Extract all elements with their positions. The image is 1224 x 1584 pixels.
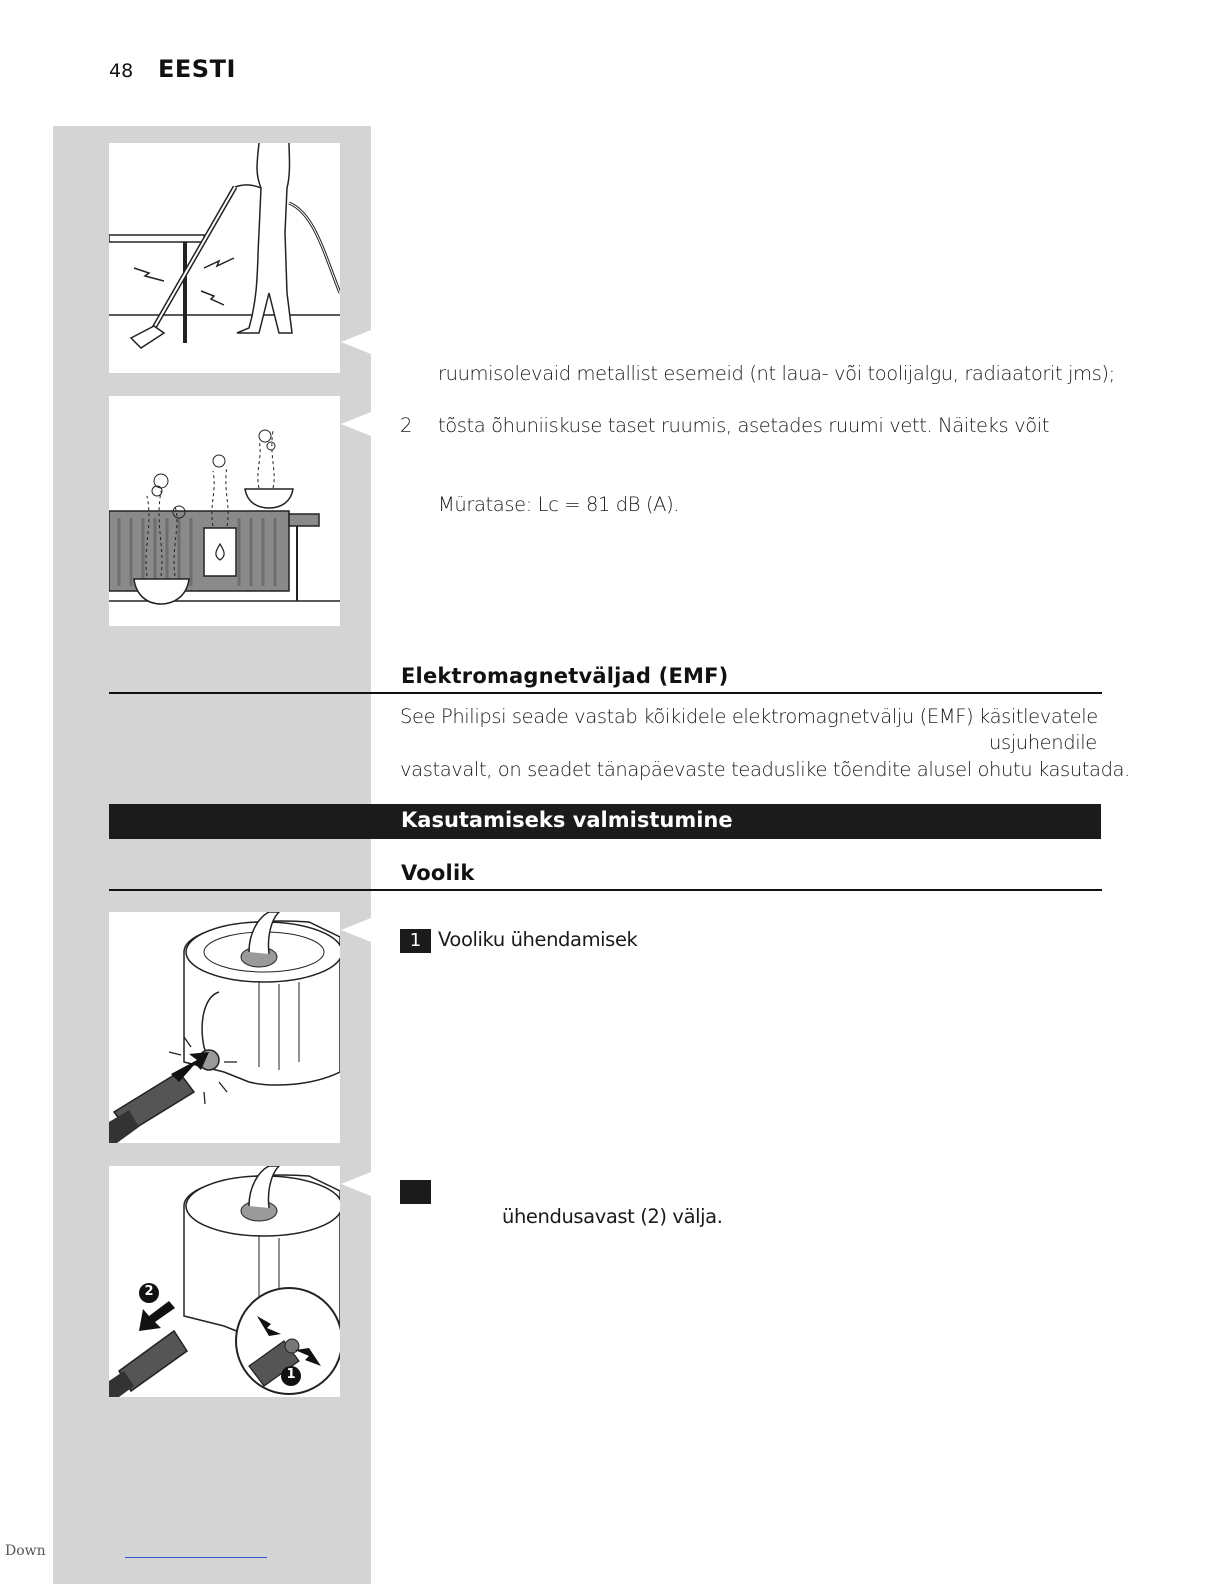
text-line: ruumisolevaid metallist esemeid (nt laua- või toolijalgu, radiaatorit jms); xyxy=(438,362,1115,385)
heading-rule xyxy=(109,692,1102,694)
noise-level-text: Müratase: Lc = 81 dB (A). xyxy=(438,493,680,516)
footer-text: Down xyxy=(5,1543,46,1559)
step-number-badge: 1 xyxy=(400,929,431,953)
illustration-humidity-radiator xyxy=(109,396,340,626)
figure-pointer xyxy=(341,330,371,354)
emf-paragraph-line: See Philipsi seade vastab kõikidele elektromagnetvälju (EMF) käsitlevatele xyxy=(400,705,1098,728)
figure-pointer xyxy=(341,1172,371,1196)
section-title: Kasutamiseks valmistumine xyxy=(401,808,733,832)
figure-pointer xyxy=(341,412,371,436)
emf-heading: Elektromagnetväljad (EMF) xyxy=(401,664,729,688)
illustration-hose-connect xyxy=(109,912,340,1143)
illustration-hose-disconnect xyxy=(109,1166,340,1397)
callout-2-label: 2 xyxy=(144,1284,154,1299)
step-text: ühendusavast (2) välja. xyxy=(502,1205,723,1228)
figure-pointer xyxy=(341,918,371,942)
page-number: 48 xyxy=(109,60,134,82)
illustration-static-vacuuming xyxy=(109,143,340,373)
callout-1-label: 1 xyxy=(286,1367,296,1382)
hose-heading: Voolik xyxy=(401,861,475,885)
footer-link-underline[interactable] xyxy=(125,1557,267,1558)
language-title: EESTI xyxy=(158,55,236,83)
heading-rule xyxy=(109,889,1102,891)
emf-paragraph-line: vastavalt, on seadet tänapäevaste teaduslike tõendite alusel ohutu kasutada. xyxy=(400,758,1130,781)
list-item-number: 2 xyxy=(400,414,413,437)
list-item-text: tõsta õhuniiskuse taset ruumis, asetades ruumi vett. Näiteks võit xyxy=(438,414,1050,437)
emf-paragraph-line: usjuhendile xyxy=(989,731,1097,754)
step-number-badge xyxy=(400,1180,431,1204)
step-text: Vooliku ühendamisek xyxy=(438,928,638,951)
